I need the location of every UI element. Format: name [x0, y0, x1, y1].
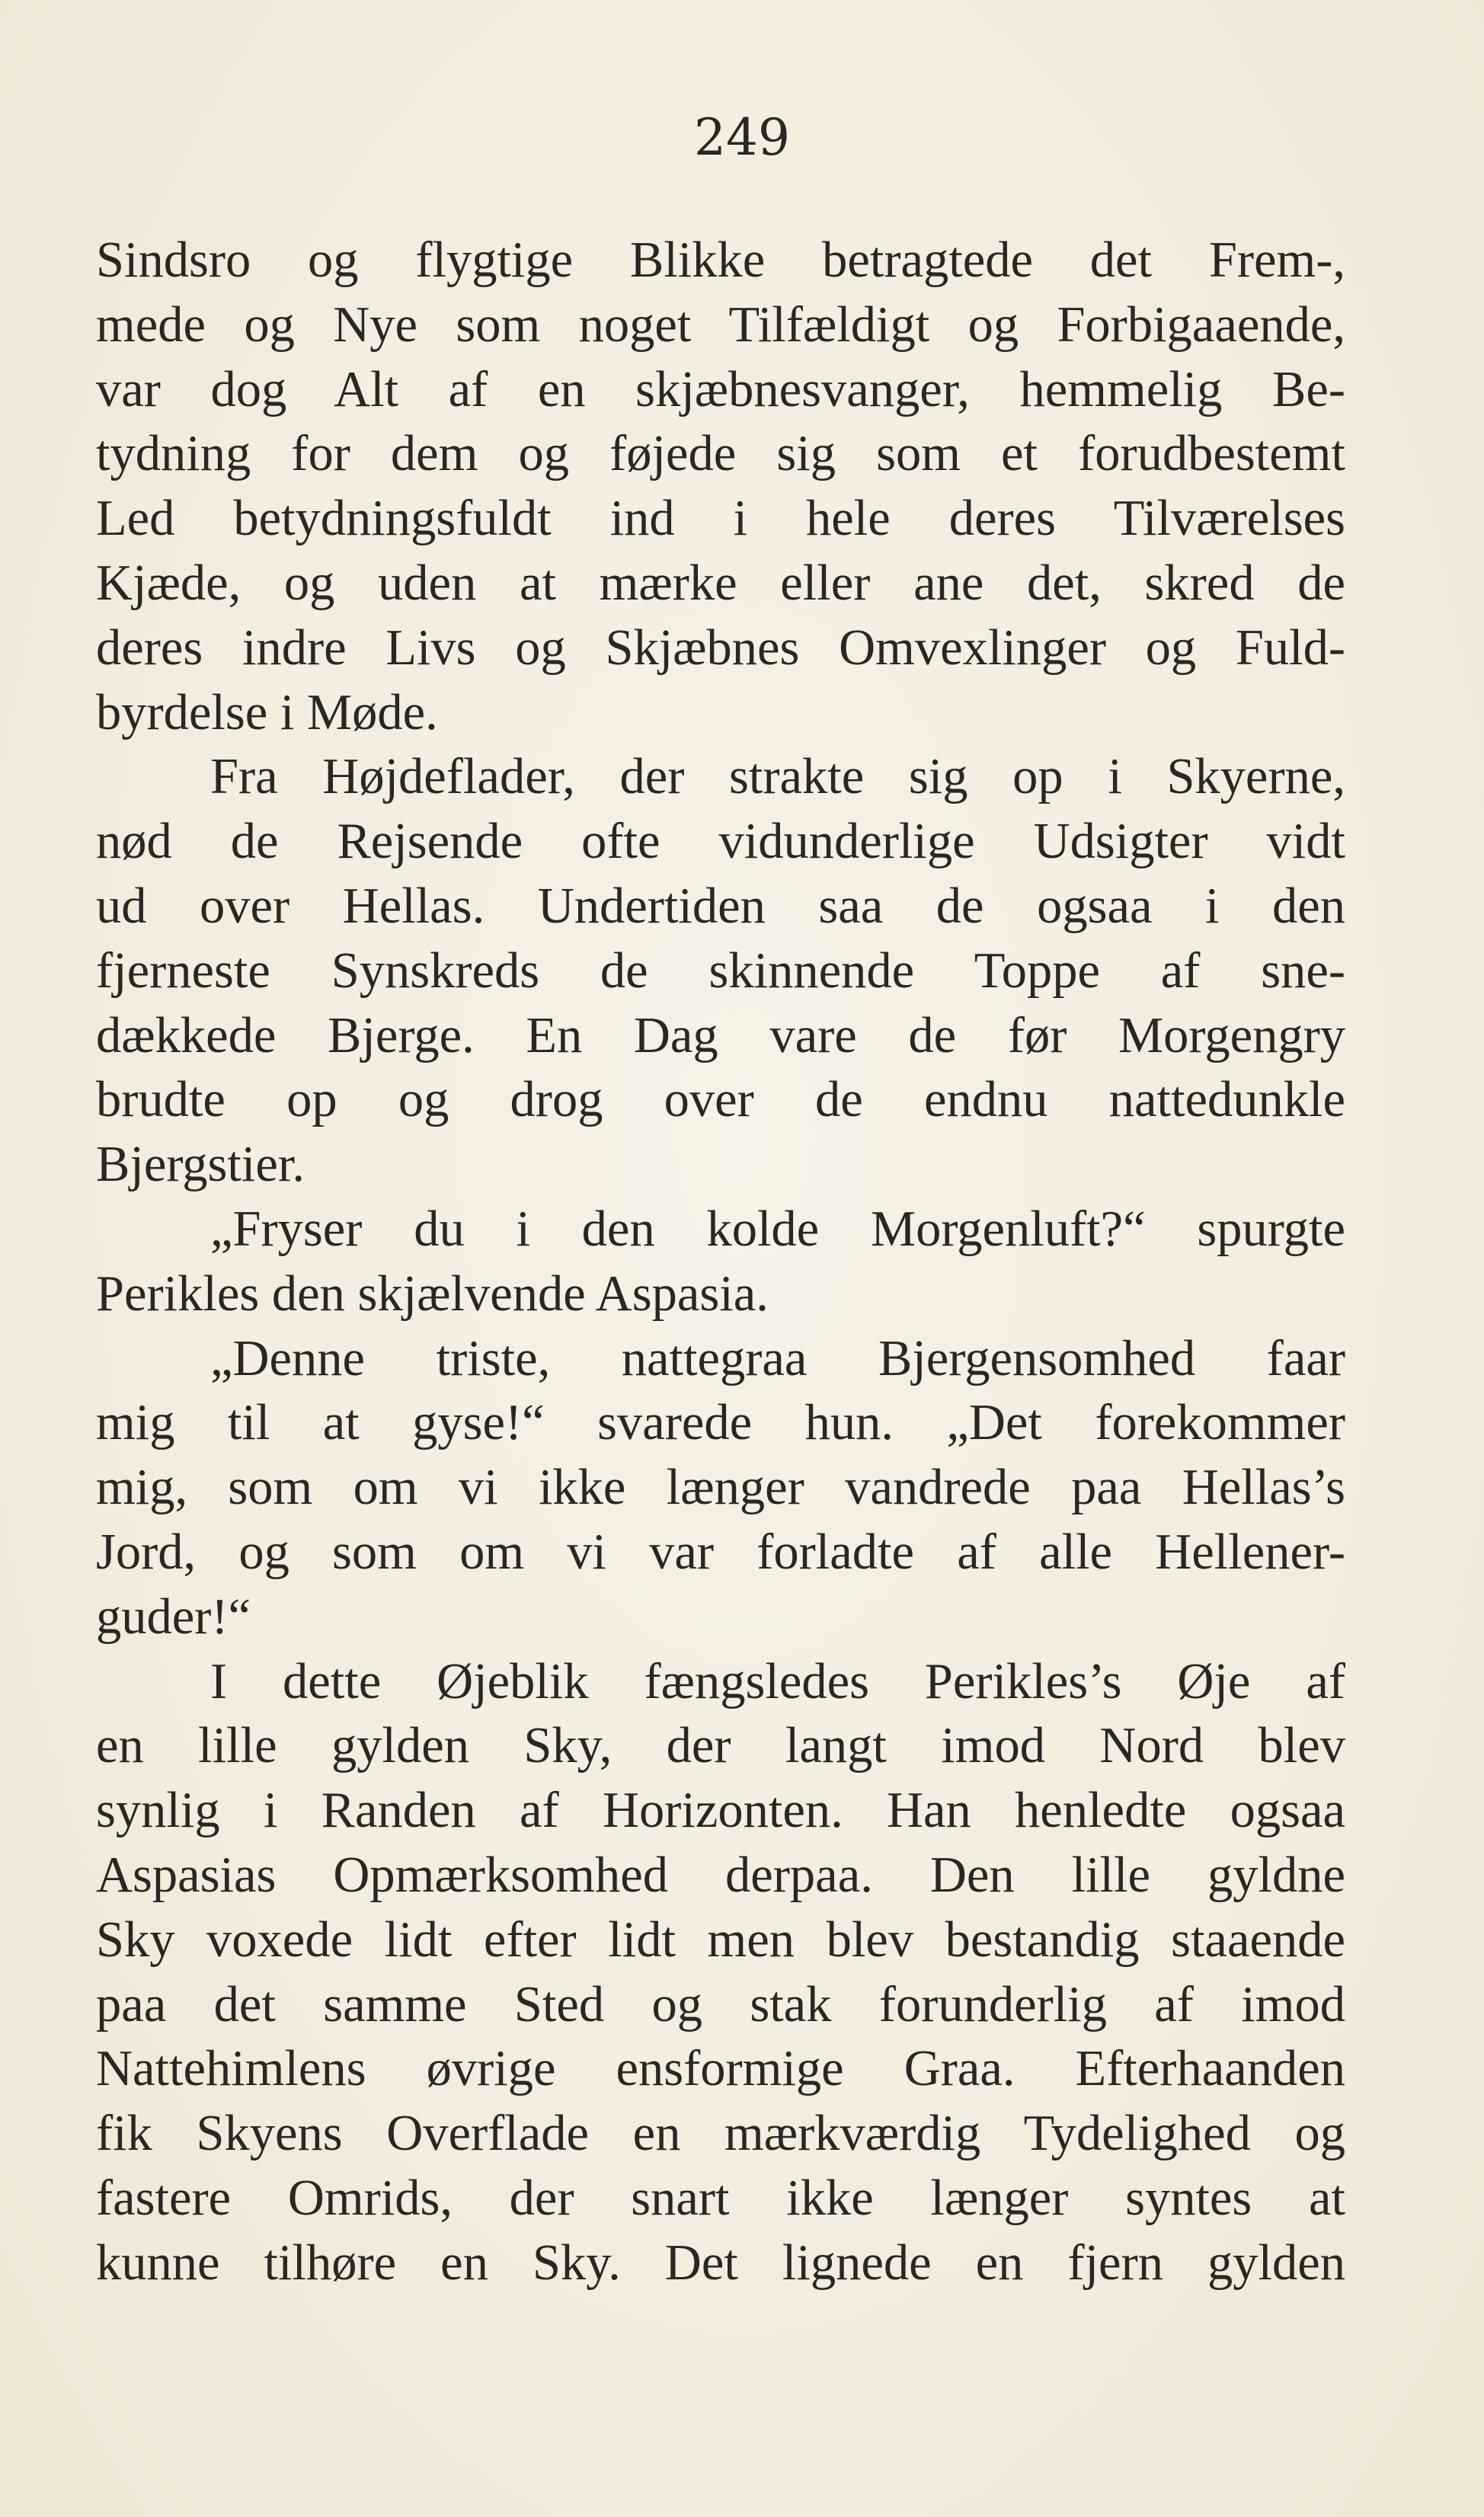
- text-line: nød de Rejsende ofte vidunderlige Udsigter vidt: [96, 814, 1345, 870]
- text-line: Sindsro og flygtige Blikke betragtede det Frem-,: [96, 232, 1345, 288]
- text-line: mig til at gyse!“ svarede hun. „Det forekommer: [96, 1395, 1345, 1451]
- text-line: byrdelse i Møde.: [96, 684, 438, 740]
- text-line: tydning for dem og føjede sig som et forudbestemt: [96, 426, 1345, 482]
- text-line: Perikles den skjælvende Aspasia.: [96, 1265, 769, 1322]
- text-line: „Fryser du i den kolde Morgenluft?“ spurgte: [210, 1201, 1345, 1257]
- text-line: Aspasias Opmærksomhed derpaa. Den lille gyldne: [96, 1847, 1345, 1903]
- text-line: Jord, og som om vi var forladte af alle Hellener-: [96, 1524, 1345, 1580]
- text-line: brudte op og drog over de endnu nattedunkle: [96, 1072, 1345, 1128]
- text-line: deres indre Livs og Skjæbnes Omvexlinger og Fuld-: [96, 619, 1345, 676]
- text-line: fjerneste Synskreds de skinnende Toppe af sne-: [96, 942, 1345, 999]
- text-line: mede og Nye som noget Tilfældigt og Forbigaaende,: [96, 296, 1345, 353]
- text-line: „Denne triste, nattegraa Bjergensomhed faar: [210, 1330, 1345, 1386]
- text-line: paa det samme Sted og stak forunderlig af imod: [96, 1976, 1345, 2032]
- text-line: fik Skyens Overflade en mærkværdig Tydelighed og: [96, 2106, 1345, 2162]
- text-line: I dette Øjeblik fængsledes Perikles’s Øje af: [210, 1653, 1345, 1709]
- text-line: synlig i Randen af Horizonten. Han henledte ogsaa: [96, 1783, 1345, 1839]
- text-line: mig, som om vi ikke længer vandrede paa Hellas’s: [96, 1460, 1345, 1516]
- text-line: guder!“: [96, 1588, 251, 1645]
- text-line: en lille gylden Sky, der langt imod Nord blev: [96, 1718, 1345, 1774]
- text-line: Nattehimlens øvrige ensformige Graa. Efterhaanden: [96, 2041, 1345, 2097]
- page-number: 249: [694, 108, 790, 167]
- text-line: dækkede Bjerge. En Dag vare de før Morgengry: [96, 1007, 1345, 1063]
- text-line: Kjæde, og uden at mærke eller ane det, skred de: [96, 555, 1345, 611]
- text-line: fastere Omrids, der snart ikke længer syntes at: [96, 2170, 1345, 2226]
- text-line: Fra Højdeflader, der strakte sig op i Skyerne,: [210, 749, 1345, 805]
- text-line: var dog Alt af en skjæbnesvanger, hemmelig Be-: [96, 361, 1345, 417]
- text-line: kunne tilhøre en Sky. Det lignede en fjern gylden: [96, 2234, 1345, 2291]
- body-text: [96, 229, 1345, 2296]
- text-line: Led betydningsfuldt ind i hele deres Tilværelses: [96, 491, 1345, 547]
- text-line: Sky voxede lidt efter lidt men blev bestandig staaende: [96, 1911, 1345, 1968]
- text-line: Bjergstier.: [96, 1137, 305, 1193]
- text-line: ud over Hellas. Undertiden saa de ogsaa i den: [96, 878, 1345, 934]
